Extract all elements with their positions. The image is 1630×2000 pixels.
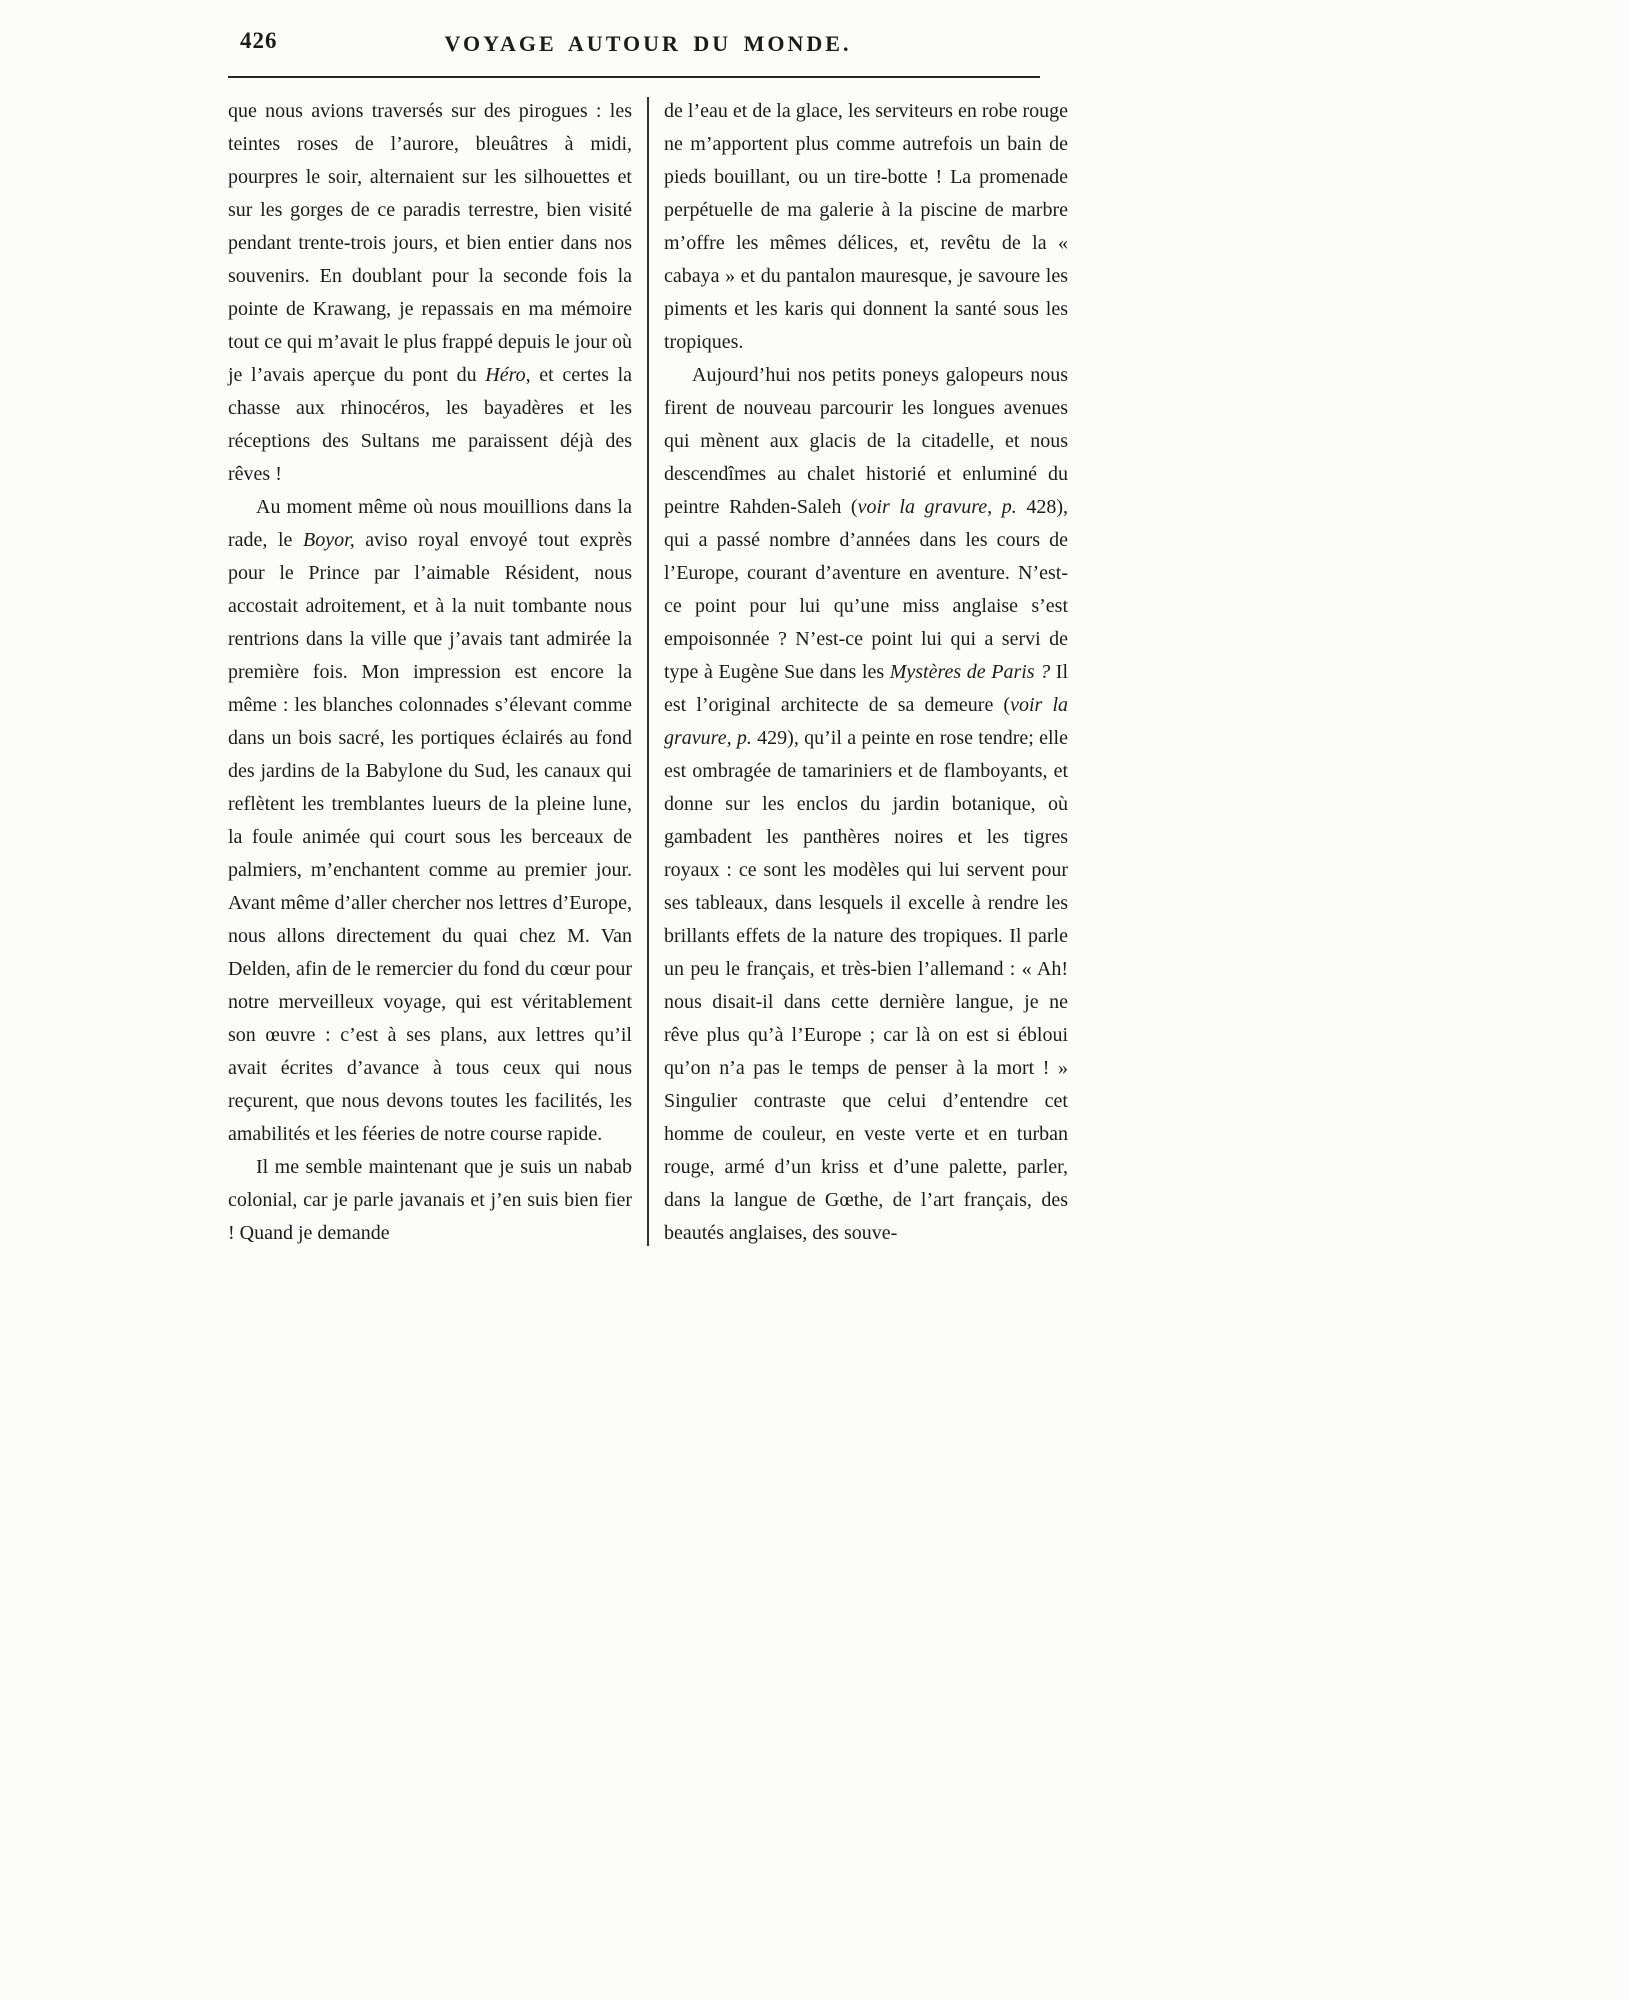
body-text: , et certes la chasse aux rhinocéros, les bayadères et les réceptions des Sultans me paraissent déjà des rêves ! — [228, 364, 633, 485]
paragraph — [664, 95, 1068, 359]
paragraph — [228, 95, 632, 491]
body-text: aviso royal envoyé tout exprès pour le Prince par l’aimable Résident, nous accostait adroitement, et à la nuit tombante nous rentrions dans la ville que j’avais tant admirée la première fois. Mon impression est encore la même : les blanches colonnades s’élevant comme dans un bois sacré, les portiques éclairés au fond des jardins de la Babylone du Sud, les canaux qui reflètent les tremblantes lueurs de la pleine lune, la foule animée qui court sous les berceaux de palmiers, m’enchantent comme au premier jour. Avant même d’aller chercher nos lettres d’Europe, nous allons directement du quai chez M. Van Delden, afin de le remercier du fond du cœur pour notre merveilleux voyage, qui est véritablement son œuvre : c’est à ses plans, aux lettres qu’il avait écrites d’avance à tous ceux qui nous reçurent, que nous devons toutes les facilités, les amabilités et les féeries de notre course rapide. — [228, 529, 633, 1145]
italic-text: voir la gravure, p. — [664, 694, 1068, 749]
italic-text: Boyor, — [303, 529, 355, 551]
column-divider — [647, 97, 649, 1246]
body-text: Aujourd’hui nos petits poneys galopeurs nous firent de nouveau parcourir les longues avenues qui mènent aux glacis de la citadelle, et nous descendîmes au chalet historié et enluminé du peintre Rahden-Saleh ( — [664, 364, 1068, 518]
paragraph — [228, 491, 632, 1151]
body-text: Au moment même où nous mouillions dans la rade, le — [228, 496, 632, 551]
paragraph — [228, 1151, 632, 1250]
italic-text: Mystères de Paris ? — [889, 661, 1051, 683]
body-text: que nous avions traversés sur des pirogues : les teintes roses de l’aurore, bleuâtres à midi, pourpres le soir, alternaient sur les silhouettes et sur les gorges de ce paradis terrestre, bien visité pendant trente-trois jours, et bien entier dans nos souvenirs. En doublant pour la seconde fois la pointe de Krawang, je repassais en ma mémoire tout ce qui m’avait le plus frappé depuis le jour où je l’avais aperçue du pont du — [228, 100, 632, 386]
right-column — [664, 95, 1068, 1250]
body-text: Il est l’original architecte de sa demeure ( — [664, 661, 1068, 716]
text-columns — [228, 95, 1068, 1250]
header-rule — [228, 76, 1040, 78]
running-title: VOYAGE AUTOUR DU MONDE. — [444, 31, 852, 56]
left-column — [228, 95, 632, 1250]
page-header — [228, 22, 1068, 68]
italic-text: Héro — [485, 364, 526, 386]
page-number: 426 — [240, 28, 278, 53]
body-text: 429), qu’il a peinte en rose tendre; elle est ombragée de tamariniers et de flamboyants, et donne sur les enclos du jardin botanique, où gambadent les panthères noires et les tigres royaux : ce sont les modèles qui lui servent pour ses tableaux, dans lesquels il excelle à rendre les brillants effets de la nature des tropiques. Il parle un peu le français, et très-bien l’allemand : « Ah! nous disait-il dans cette dernière langue, je ne rêve plus qu’à l’Europe ; car là on est si ébloui qu’on n’a pas le temps de penser à la mort ! » Singulier contraste que celui d’entendre cet homme de couleur, en veste verte et en turban rouge, armé d’un kriss et d’une palette, parler, dans la langue de Gœthe, de l’art français, des beautés anglaises, des souve- — [664, 727, 1068, 1244]
body-text: de l’eau et de la glace, les serviteurs en robe rouge ne m’apportent plus comme autrefois un bain de pieds bouillant, ou un tire-botte ! La promenade perpétuelle de ma galerie à la piscine de marbre m’offre les mêmes délices, et, revêtu de la « cabaya » et du pantalon mauresque, je savoure les piments et les karis qui donnent la santé sous les tropiques. — [664, 100, 1068, 353]
italic-text: voir la gravure, p. — [857, 496, 1017, 518]
page-content — [228, 22, 1068, 1250]
body-text: Il me semble maintenant que je suis un nabab colonial, car je parle javanais et j’en suis bien fier ! Quand je demande — [228, 1156, 632, 1244]
body-text: 428), qui a passé nombre d’années dans les cours de l’Europe, courant d’aventure en aventure. N’est-ce point pour lui qu’une miss anglaise s’est empoisonnée ? N’est-ce point lui qui a servi de type à Eugène Sue dans les — [664, 496, 1068, 683]
paragraph — [664, 359, 1068, 1250]
